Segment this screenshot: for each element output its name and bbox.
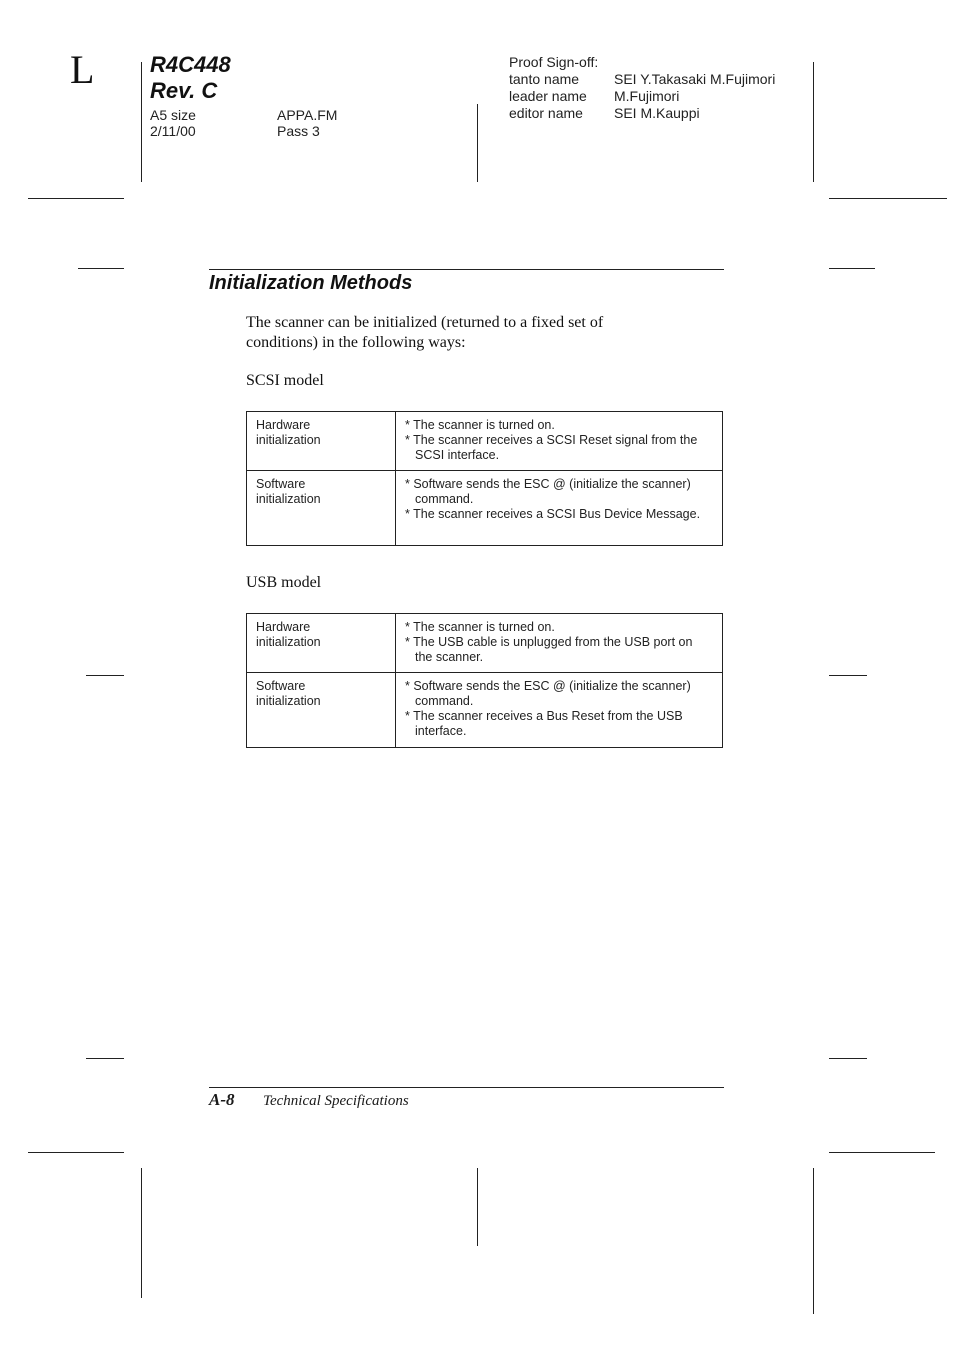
condition-cell: [396, 412, 723, 471]
method-label: initialization: [256, 492, 321, 506]
model-code: R4C448: [150, 52, 231, 77]
intro-line: The scanner can be initialized (returned to a fixed set of: [246, 314, 604, 331]
condition-cell: [396, 614, 723, 673]
table-row: [247, 673, 723, 748]
crop-mark: [78, 268, 124, 269]
condition-item: * The scanner is turned on.: [405, 418, 555, 432]
crop-mark: [477, 104, 478, 182]
crop-mark: [813, 1168, 814, 1314]
method-cell: [247, 471, 396, 546]
document-id: [150, 52, 231, 104]
proof-signoff: [509, 54, 775, 122]
condition-item: * The scanner receives a SCSI Bus Device Message.: [405, 507, 701, 521]
crop-mark: [829, 1058, 867, 1059]
intro-line: conditions) in the following ways:: [246, 334, 466, 351]
file-name: APPA.FM: [277, 107, 338, 123]
method-label: initialization: [256, 433, 321, 447]
crop-mark: [28, 198, 124, 199]
crop-mark: [829, 198, 947, 199]
signoff-role: tanto name: [509, 71, 580, 87]
section-title: Initialization Methods: [209, 272, 413, 294]
method-cell: [247, 412, 396, 471]
scsi-table: [246, 411, 723, 546]
method-label: Software: [256, 477, 306, 491]
condition-item: * The USB cable is unplugged from the USB port on the scanner.: [405, 635, 693, 664]
condition-item: * Software sends the ESC @ (initialize the scanner) command.: [405, 679, 691, 708]
crop-mark: [829, 268, 875, 269]
crop-mark: [813, 62, 814, 182]
method-cell: [247, 614, 396, 673]
condition-item: * Software sends the ESC @ (initialize the scanner) command.: [405, 477, 691, 506]
signoff-row: [509, 105, 775, 122]
table-row: [247, 614, 723, 673]
signoff-role: leader name: [509, 88, 587, 104]
method-cell: [247, 673, 396, 748]
scsi-label: SCSI model: [246, 372, 324, 389]
corner-letter: L: [70, 47, 95, 92]
crop-mark: [86, 675, 124, 676]
crop-mark: [829, 675, 867, 676]
condition-cell: [396, 471, 723, 546]
revision: Rev. C: [150, 78, 218, 103]
table-row: [247, 412, 723, 471]
page-number: A-8: [209, 1090, 235, 1109]
method-label: initialization: [256, 635, 321, 649]
chapter-title: Technical Specifications: [263, 1093, 409, 1109]
crop-mark: [141, 1168, 142, 1298]
crop-mark: [829, 1152, 935, 1153]
intro-paragraph: [246, 313, 726, 353]
method-label: Hardware: [256, 620, 311, 634]
method-label: Hardware: [256, 418, 311, 432]
condition-item: * The scanner is turned on.: [405, 620, 555, 634]
crop-mark: [477, 1168, 478, 1246]
paper-size: A5 size: [150, 107, 196, 123]
condition-cell: [396, 673, 723, 748]
crop-mark: [141, 62, 142, 182]
signoff-name: M.Fujimori: [614, 88, 680, 104]
crop-mark: [86, 1058, 124, 1059]
crop-mark: [28, 1152, 124, 1153]
section-rule: [209, 269, 724, 270]
signoff-role: editor name: [509, 105, 583, 121]
method-label: Software: [256, 679, 306, 693]
proof-title: Proof Sign-off:: [509, 54, 599, 70]
signoff-row: [509, 71, 775, 88]
print-date: 2/11/00: [150, 123, 196, 139]
condition-item: * The scanner receives a SCSI Reset signal from the SCSI interface.: [405, 433, 698, 462]
footer-rule: [209, 1087, 724, 1088]
method-label: initialization: [256, 694, 321, 708]
signoff-name: SEI Y.Takasaki M.Fujimori: [614, 71, 776, 87]
signoff-row: [509, 88, 775, 105]
table-row: [247, 471, 723, 546]
signoff-name: SEI M.Kauppi: [614, 105, 700, 121]
usb-label: USB model: [246, 574, 322, 591]
pass-number: Pass 3: [277, 123, 320, 139]
usb-table: [246, 613, 723, 748]
condition-item: * The scanner receives a Bus Reset from the USB interface.: [405, 709, 683, 738]
